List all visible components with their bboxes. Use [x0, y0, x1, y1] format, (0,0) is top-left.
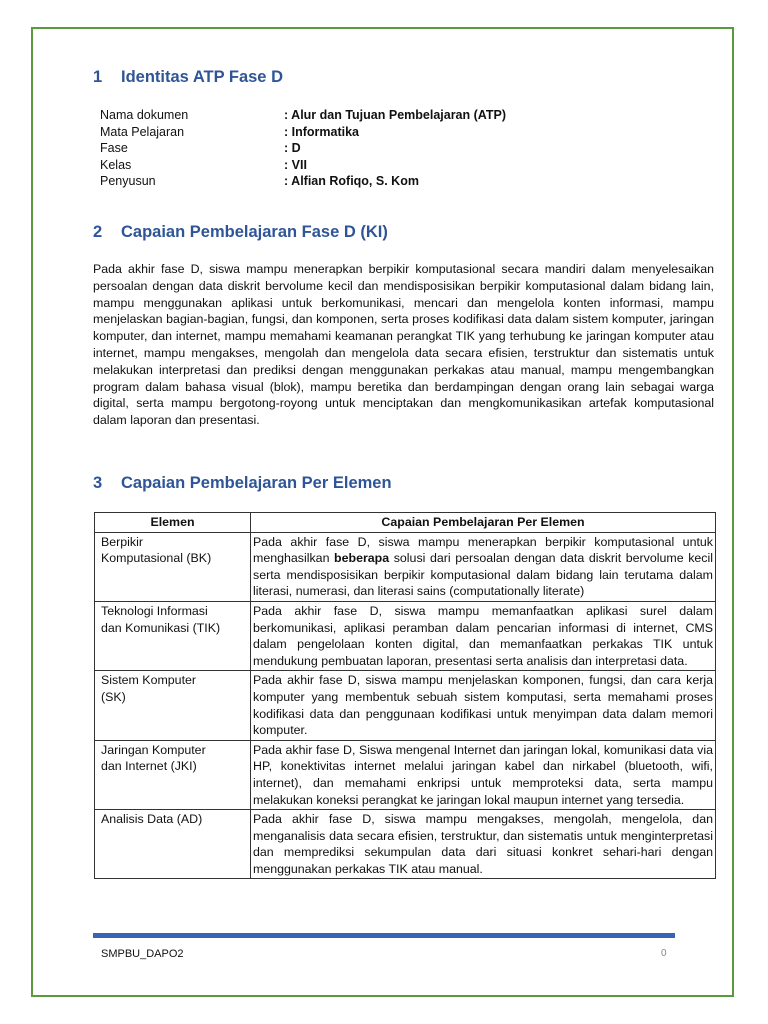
elemen-line: Sistem Komputer [101, 673, 197, 688]
identity-value: : VII [284, 157, 307, 172]
section-number: 1 [93, 68, 103, 86]
identity-row [100, 124, 506, 141]
capaian-cell [251, 532, 716, 601]
elemen-line: Berpikir [101, 534, 143, 549]
footer-label: SMPBU_DAPO2 [101, 948, 184, 960]
elemen-cell [95, 671, 251, 740]
identity-row [100, 107, 506, 124]
identity-label: Nama dokumen [100, 108, 189, 122]
section-1-heading [93, 68, 283, 87]
elemen-line: Komputasional (BK) [101, 551, 212, 566]
elemen-line: (SK) [101, 689, 126, 704]
column-header-elemen: Elemen [95, 513, 251, 533]
table-header-row [95, 513, 716, 533]
elemen-line: Jaringan Komputer [101, 742, 206, 757]
capaian-cell: Pada akhir fase D, siswa mampu menjelaskan komponen, fungsi, dan cara kerja komputer yang membentuk sebuah sistem komputasi, serta memahami proses kodifikasi data dan penggunaan kodifikasi untuk menyimpan data dalam memori komputer. [251, 671, 716, 740]
section-number: 2 [93, 223, 103, 241]
elemen-line: dan Internet (JKI) [101, 759, 197, 774]
ki-paragraph: Pada akhir fase D, siswa mampu menerapkan berpikir komputasional secara mandiri dalam menyelesaikan persoalan dengan data diskrit bervolume kecil dan mendisposisikan berpikir komputasional dalam bidang lain, mampu menggunakan aplikasi untuk berkomunikasi, mencari dan mengelola konten informasi, mampu menjelaskan bagian-bagian, fungsi, dan komponen, serta proses kodifikasi data dalam sistem komputer, jaringan komputer, dan internet, mampu memahami keamanan perangkat TIK yang terhubung ke jaringan komputer atau internet, mampu mengakses, mengolah dan mengelola data secara efisien, terstruktur dan sistematis untuk melakukan interpretasi dan prediksi dengan menggunakan perkakas atau manual, mampu mengembangkan program dalam bahasa visual (blok), mampu beretika dan berdampingan dengan orang lain sebagai warga digital, serta mampu bergotong-royong untuk menciptakan dan mengkomunikasikan artefak komputasional dalam laporan dan presentasi. [93, 262, 714, 428]
identity-label: Fase [100, 141, 128, 156]
identity-row [100, 157, 506, 174]
capaian-cell: Pada akhir fase D, siswa mampu memanfaatkan aplikasi surel dalam berkomunikasi, aplikasi peramban dalam pencarian informasi di internet, CMS dalam pengelolaan konten digital, dan memanfaatkan perkakas TIK untuk mendukung pembuatan laporan, presentasi serta analisis dan interpretasi data. [251, 601, 716, 670]
section-title: Identitas ATP Fase D [121, 68, 283, 86]
section-number: 3 [93, 474, 103, 492]
section-2-heading [93, 223, 388, 242]
page-number: 0 [661, 948, 667, 959]
table-row [95, 601, 716, 670]
capaian-bold-text: beberapa [334, 551, 390, 566]
column-header-capaian: Capaian Pembelajaran Per Elemen [251, 513, 716, 533]
table-row [95, 810, 716, 879]
elemen-line: Analisis Data (AD) [101, 812, 203, 827]
identity-block [100, 107, 506, 190]
elemen-cell [95, 810, 251, 879]
identity-row [100, 173, 506, 190]
section-title: Capaian Pembelajaran Per Elemen [121, 474, 392, 492]
identity-label: Kelas [100, 157, 132, 172]
elemen-line: Teknologi Informasi [101, 603, 208, 618]
elemen-cell [95, 601, 251, 670]
identity-value: : D [284, 141, 301, 156]
table-row [95, 532, 716, 601]
identity-label: Mata Pelajaran [100, 124, 185, 139]
capaian-cell: Pada akhir fase D, Siswa mengenal Internet dan jaringan lokal, komunikasi data via HP, konektivitas internet melalui jaringan kabel dan nirkabel (bluetooth, wifi, internet), dan memahami enkripsi untuk memproteksi data, serta mampu melakukan koneksi perangkat ke jaringan lokal maupun internet yang tersedia. [251, 740, 716, 809]
cp-table [94, 512, 716, 879]
table-row [95, 740, 716, 809]
capaian-text: Pada akhir fase D, siswa mampu menerapkan berpikir komputasional untuk menghasilkan [253, 534, 713, 566]
section-title: Capaian Pembelajaran Fase D (KI) [121, 223, 388, 241]
table-row [95, 671, 716, 740]
identity-label: Penyusun [100, 174, 156, 189]
elemen-line: dan Komunikasi (TIK) [101, 620, 221, 635]
capaian-text: solusi dari persoalan dengan data diskrit bervolume kecil serta mendisposisikan berpikir komputasional dalam bidang lain terutama dalam literasi, numerasi, dan literasi sains (computationally literate) [253, 551, 713, 599]
identity-row [100, 140, 506, 157]
elemen-cell [95, 740, 251, 809]
elemen-cell [95, 532, 251, 601]
footer-divider [93, 933, 675, 938]
identity-value: : Informatika [284, 124, 360, 139]
section-3-heading [93, 474, 392, 493]
identity-value: : Alfian Rofiqo, S. Kom [284, 174, 419, 189]
identity-value: : Alur dan Tujuan Pembelajaran (ATP) [284, 108, 507, 122]
capaian-cell: Pada akhir fase D, siswa mampu mengakses, mengolah, mengelola, dan menganalisis data secara efisien, terstruktur, dan sistematis untuk menginterpretasi dan memprediksi sekumpulan data dari situasi konkret sehari-hari dengan menggunakan perkakas TIK atau manual. [251, 810, 716, 879]
